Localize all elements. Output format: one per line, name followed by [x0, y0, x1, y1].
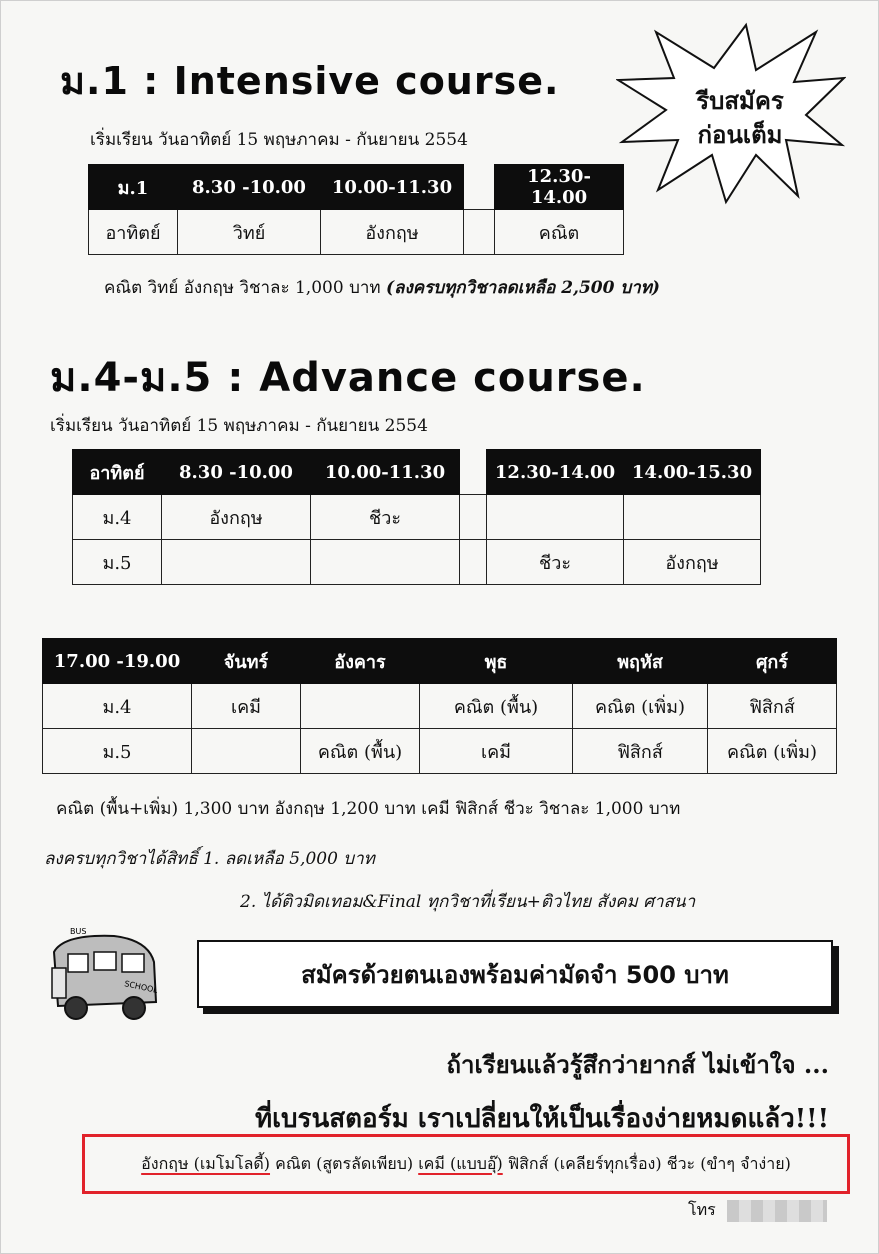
subject-physics: ฟิสิกส์ (เคลียร์ทุกเรื่อง): [507, 1153, 662, 1173]
table-header-row: [43, 639, 837, 684]
school-bus-icon: [44, 922, 164, 1022]
table-header-cell: ม.1: [89, 165, 178, 210]
section1-discount: (ลงครบทุกวิชาลดเหลือ 2,500 บาท): [386, 278, 660, 298]
section3-benefit-2: 2. ได้ติวมิดเทอม&Final ทุกวิชาที่เรียน+ติวไทย สังคม ศาสนา: [240, 892, 696, 912]
starburst-line1: รีบสมัคร: [696, 87, 784, 115]
register-banner: สมัครด้วยตนเองพร้อมค่ามัดจำ 500 บาท: [197, 940, 833, 1008]
bus-sign: BUS: [70, 927, 87, 936]
table-cell: [311, 540, 460, 585]
table-cell: ม.4: [43, 684, 192, 729]
table-header-cell: จันทร์: [192, 639, 301, 684]
table-cell: ฟิสิกส์: [573, 729, 708, 774]
table-cell: คณิต (เพิ่ม): [708, 729, 837, 774]
schedule-table-m4-m5-weekday: [42, 638, 837, 774]
table-header-cell: พุธ: [420, 639, 573, 684]
table-cell: ม.4: [73, 495, 162, 540]
phone-number-redacted: [727, 1200, 827, 1222]
table-gap: [464, 165, 495, 210]
table-header-cell: 10.00-11.30: [311, 450, 460, 495]
section2-title: ม.4-ม.5 : Advance course.: [50, 355, 646, 401]
subject-english: อังกฤษ (เมโมโลดี้): [141, 1153, 271, 1173]
section2-start-date: เริ่มเรียน วันอาทิตย์ 15 พฤษภาคม - กันยายน 2554: [50, 416, 428, 436]
table-header-cell: 12.30-14.00: [487, 450, 624, 495]
table-cell: ม.5: [43, 729, 192, 774]
schedule-table-m1: [88, 164, 624, 255]
table-header-cell: ศุกร์: [708, 639, 837, 684]
school-sign: SCHOOL: [123, 979, 159, 995]
section1-title: ม.1 : Intensive course.: [60, 59, 560, 103]
table-header-cell: อังคาร: [301, 639, 420, 684]
table-cell: วิทย์: [178, 210, 321, 255]
table-cell: ชีวะ: [311, 495, 460, 540]
table-cell: อาทิตย์: [89, 210, 178, 255]
table-cell: อังกฤษ: [321, 210, 464, 255]
phone-label: โทร: [688, 1200, 716, 1219]
table-header-cell: 8.30 -10.00: [162, 450, 311, 495]
table-row: [73, 495, 761, 540]
table-cell: [192, 729, 301, 774]
subject-chemistry: เคมี (แบบอุ๊): [418, 1153, 503, 1173]
section3-benefit-1: ลงครบทุกวิชาได้สิทธิ์ 1. ลดเหลือ 5,000 บาท: [44, 849, 375, 869]
section1-price-text: คณิต วิทย์ อังกฤษ วิชาละ 1,000 บาท: [104, 278, 381, 298]
table-gap: [460, 450, 487, 495]
table-cell: ชีวะ: [487, 540, 624, 585]
table-cell: คณิต (พื้น): [420, 684, 573, 729]
table-header-cell: อาทิตย์: [73, 450, 162, 495]
table-cell: ม.5: [73, 540, 162, 585]
table-header-row: [89, 165, 624, 210]
starburst-line2: ก่อนเต็ม: [697, 121, 783, 149]
table-gap: [460, 495, 487, 540]
table-cell: คณิต (เพิ่ม): [573, 684, 708, 729]
table-cell: [487, 495, 624, 540]
tagline-2: ที่เบรนสตอร์ม เราเปลี่ยนให้เป็นเรื่องง่ายหมดแล้ว!!!: [255, 1104, 829, 1134]
table-header-cell: พฤหัส: [573, 639, 708, 684]
table-cell: คณิต (พื้น): [301, 729, 420, 774]
section3-price: คณิต (พื้น+เพิ่ม) 1,300 บาท อังกฤษ 1,200 บาท เคมี ฟิสิกส์ ชีวะ วิชาละ 1,000 บาท: [56, 799, 681, 819]
starburst-text: [660, 84, 820, 152]
table-cell: เคมี: [192, 684, 301, 729]
table-header-cell: 14.00-15.30: [624, 450, 761, 495]
table-row: [73, 540, 761, 585]
section1-price: [104, 274, 660, 301]
table-cell: เคมี: [420, 729, 573, 774]
table-header-cell: 10.00-11.30: [321, 165, 464, 210]
table-row: [43, 729, 837, 774]
table-gap: [464, 210, 495, 255]
phone-contact: [688, 1198, 827, 1223]
tagline-1: ถ้าเรียนแล้วรู้สึกว่ายากส์ ไม่เข้าใจ ...: [446, 1050, 829, 1079]
table-row: [89, 210, 624, 255]
schedule-table-m4-m5-sunday: [72, 449, 761, 585]
table-cell: อังกฤษ: [162, 495, 311, 540]
table-header-row: [73, 450, 761, 495]
section1-start-date: เริ่มเรียน วันอาทิตย์ 15 พฤษภาคม - กันยายน 2554: [90, 130, 468, 150]
table-header-cell: 12.30-14.00: [495, 165, 624, 210]
table-cell: [162, 540, 311, 585]
table-gap: [460, 540, 487, 585]
table-header-cell: 17.00 -19.00: [43, 639, 192, 684]
table-cell: [624, 495, 761, 540]
subjects-highlight-box: [82, 1134, 850, 1194]
table-row: [43, 684, 837, 729]
subject-math: คณิต (สูตรลัดเพียบ): [275, 1153, 414, 1173]
table-header-cell: 8.30 -10.00: [178, 165, 321, 210]
table-cell: ฟิสิกส์: [708, 684, 837, 729]
table-cell: อังกฤษ: [624, 540, 761, 585]
table-cell: [301, 684, 420, 729]
table-cell: คณิต: [495, 210, 624, 255]
subject-biology: ชีวะ (ขำๆ จำง่าย): [666, 1153, 791, 1173]
